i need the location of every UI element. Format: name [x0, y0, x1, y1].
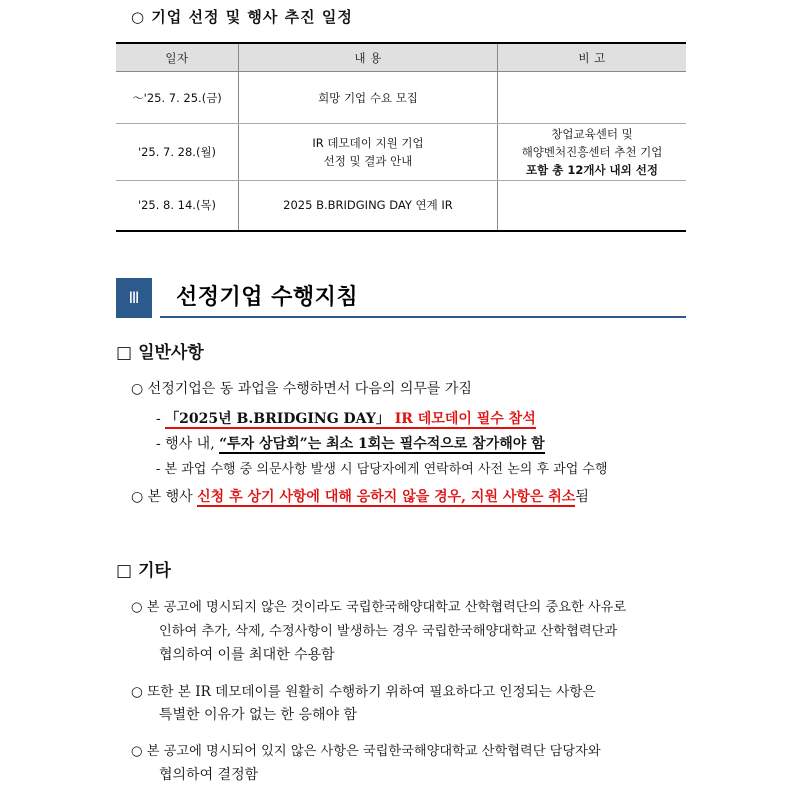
item-suffix: 됨 [575, 489, 589, 505]
other-item-1-line-1: ○ 본 공고에 명시되지 않은 것이라도 국립한국해양대학교 산학협력단의 중요한 사유로 [131, 600, 627, 615]
table-row [116, 124, 686, 181]
row-date: '25. 7. 28.(월) [116, 124, 239, 181]
other-item-3-line-1: ○ 본 공고에 명시되어 있지 않은 사항은 국립한국해양대학교 산학협력단 담당자와 [131, 744, 601, 759]
section-title: 선정기업 수행지침 [176, 285, 359, 310]
row-content-line: 희망 기업 수요 모집 [318, 90, 418, 105]
checkbox-square-icon: □ [116, 343, 133, 363]
row-note-line: 창업교육센터 및 [551, 127, 633, 141]
general-sub-1 [156, 408, 536, 428]
schedule-title: ○ 기업 선정 및 행사 추진 일정 [131, 8, 353, 26]
row-note [498, 124, 687, 181]
row-content [239, 72, 498, 124]
header-content: 내 용 [239, 43, 498, 72]
row-content-line: 2025 B.BRIDGING DAY 연계 IR [283, 198, 453, 213]
row-note [498, 72, 687, 124]
consultation-emphasis: “투자 상담회”는 최소 1회는 필수적으로 참가해야 함 [219, 436, 545, 452]
event-name-emphasis [165, 411, 536, 429]
other-item-2-line-2: 특별한 이유가 없는 한 응해야 함 [159, 707, 358, 723]
other-heading-text: 기타 [138, 561, 171, 581]
header-note: 비 고 [498, 43, 687, 72]
row-note-line: 해양벤처진흥센터 추천 기업 [521, 145, 663, 159]
section-number: Ⅲ [116, 278, 152, 318]
ir-attendance-emphasis: IR 데모데이 필수 참석 [389, 411, 536, 427]
sub-prefix: - 행사 내, [156, 436, 220, 452]
checkbox-square-icon: □ [116, 561, 133, 581]
row-date: ～'25. 7. 25.(금) [116, 72, 239, 124]
event-name: 「2025년 B.BRIDGING DAY」 [165, 411, 390, 427]
other-item-1-line-3: 협의하여 이를 최대한 수용함 [159, 647, 335, 663]
row-date: '25. 8. 14.(목) [116, 181, 239, 231]
table-header-row [116, 43, 686, 72]
general-sub-2 [156, 433, 545, 453]
row-content [239, 124, 498, 181]
section-header [116, 278, 686, 320]
general-heading [116, 338, 204, 363]
other-item-2-line-1: ○ 또한 본 IR 데모데이를 원활히 수행하기 위하여 필요하다고 인정되는 사항은 [131, 684, 596, 700]
row-note [498, 181, 687, 231]
general-sub-3: - 본 과업 수행 중 의문사항 발생 시 담당자에게 연락하여 사전 논의 후 과업 수행 [156, 462, 608, 477]
cancellation-warning: 신청 후 상기 사항에 대해 응하지 않을 경우, 지원 사항은 취소 [197, 489, 576, 505]
section-divider [160, 316, 686, 318]
other-item-3-line-2: 협의하여 결정함 [159, 767, 259, 783]
general-item-2 [131, 486, 589, 506]
table-row [116, 181, 686, 231]
sub-prefix: - [156, 411, 166, 427]
table-row [116, 72, 686, 124]
other-heading [116, 556, 171, 581]
schedule-table [116, 42, 686, 232]
other-item-1-line-2: 인하여 추가, 삭제, 수정사항이 발생하는 경우 국립한국해양대학교 산학협력단과 [159, 624, 618, 639]
item-prefix: ○ 본 행사 [131, 489, 198, 505]
row-content [239, 181, 498, 231]
row-note-line-bold: 포함 총 12개사 내외 선정 [526, 163, 658, 177]
row-content-line: IR 데모데이 지원 기업 [312, 136, 424, 150]
header-date: 일자 [116, 43, 239, 72]
general-item-1: ○ 선정기업은 동 과업을 수행하면서 다음의 의무를 가짐 [131, 381, 472, 397]
row-content-line: 선정 및 결과 안내 [323, 154, 413, 168]
general-heading-text: 일반사항 [138, 343, 204, 363]
